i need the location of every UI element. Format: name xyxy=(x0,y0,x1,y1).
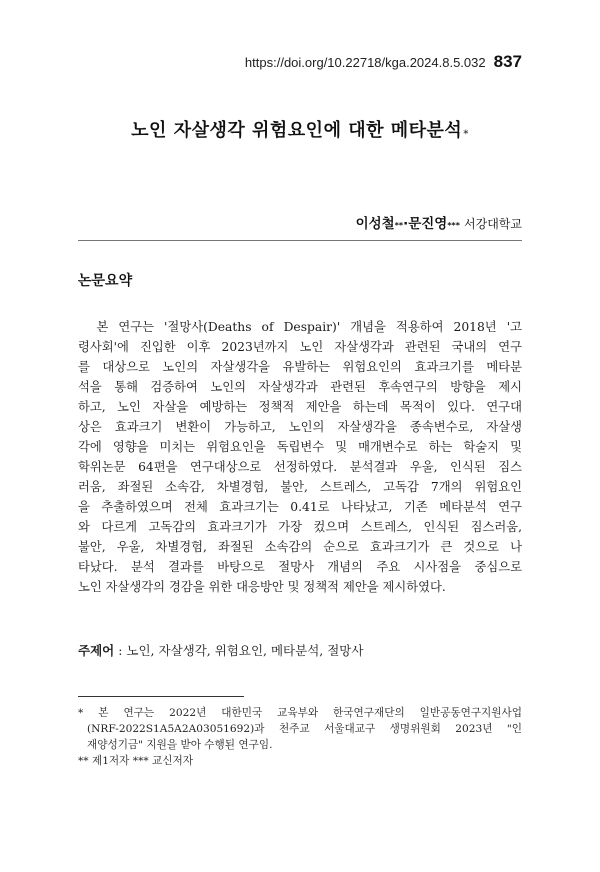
footnote-line-2: (NRF-2022S1A5A2A03051692)과 천주교 서울대교구 생명위원회 2023년 "인 xyxy=(87,723,522,735)
abstract-body xyxy=(78,317,522,597)
author-1: 이성철 xyxy=(355,216,395,232)
title-footnote-mark: * xyxy=(463,129,469,140)
paper-title-text: 노인 자살생각 위험요인에 대한 메타분석 xyxy=(131,120,463,141)
abstract-line: 를 대상으로 노인의 자살생각을 유발하는 위험요인의 효과크기를 메타분 xyxy=(78,360,522,374)
abstract-line: 상은 효과크기 변환이 가능하고, 노인의 자살생각을 종속변수로, 자살생 xyxy=(78,420,522,434)
footnote-line-1: * 본 연구는 2022년 대한민국 교육부와 한국연구재단의 일반공동연구지원사업 xyxy=(78,707,522,719)
keywords-label: 주제어 xyxy=(78,643,115,658)
affiliation: 서강대학교 xyxy=(464,217,522,231)
running-header xyxy=(245,52,522,72)
footnote-divider xyxy=(78,696,244,697)
author-1-mark: ** xyxy=(394,221,404,230)
footnotes xyxy=(78,705,522,769)
abstract-line: 러움, 좌절된 소속감, 차별경험, 불안, 스트레스, 고독감 7개의 위험요인 xyxy=(78,480,522,494)
page-number: 837 xyxy=(493,52,522,71)
keywords-text: : 노인, 자살생각, 위험요인, 메타분석, 절망사 xyxy=(114,643,364,658)
abstract-line: 학위논문 64편을 연구대상으로 선정하였다. 분석결과 우울, 인식된 짐스 xyxy=(78,460,522,474)
abstract-line: 각에 영향을 미치는 위험요인을 독립변수 및 매개변수로 하는 학술지 및 xyxy=(78,440,522,454)
abstract-line: 하고, 노인 자살을 예방하는 정책적 제안을 하는데 목적이 있다. 연구대 xyxy=(78,400,522,414)
abstract-line: 타났다. 분석 결과를 바탕으로 절망사 개념의 주요 시사점을 중심으로 xyxy=(78,560,522,574)
abstract-line: 노인 자살생각의 경감을 위한 대응방안 및 정책적 제안을 제시하였다. xyxy=(78,580,446,594)
paper-title xyxy=(0,116,600,142)
abstract-line: 령사회'에 진입한 이후 2023년까지 노인 자살생각과 관련된 국내의 연구 xyxy=(78,340,522,354)
abstract-line: 본 연구는 '절망사(Deaths of Despair)' 개념을 적용하여 2018년 '고 xyxy=(78,320,522,334)
author-2: 문진영 xyxy=(408,216,448,232)
author-2-mark: *** xyxy=(447,221,460,230)
abstract-line: 와 다르게 고독감의 효과크기가 가장 컸으며 스트레스, 인식된 짐스러움, xyxy=(78,520,522,534)
doi-link[interactable]: https://doi.org/10.22718/kga.2024.8.5.032 xyxy=(244,55,486,70)
keywords xyxy=(78,641,363,659)
abstract-heading: 논문요약 xyxy=(78,273,133,289)
author-line xyxy=(356,212,522,232)
abstract-line: 불안, 우울, 차별경험, 좌절된 소속감의 순으로 효과크기가 큰 것으로 나 xyxy=(78,540,522,554)
footnote-line-3: 재양성기금" 지원을 받아 수행된 연구임. xyxy=(87,739,273,751)
author-separator: · xyxy=(403,216,409,232)
abstract-line: 을 추출하였으며 전체 효과크기는 0.41로 나타났고, 기존 메타분석 연구 xyxy=(78,500,522,514)
footnote-line-4: ** 제1저자 *** 교신저자 xyxy=(78,755,193,767)
abstract-line: 석을 통해 검증하여 노인의 자살생각과 관련된 후속연구의 방향을 제시 xyxy=(78,380,522,394)
divider-top xyxy=(78,240,522,241)
